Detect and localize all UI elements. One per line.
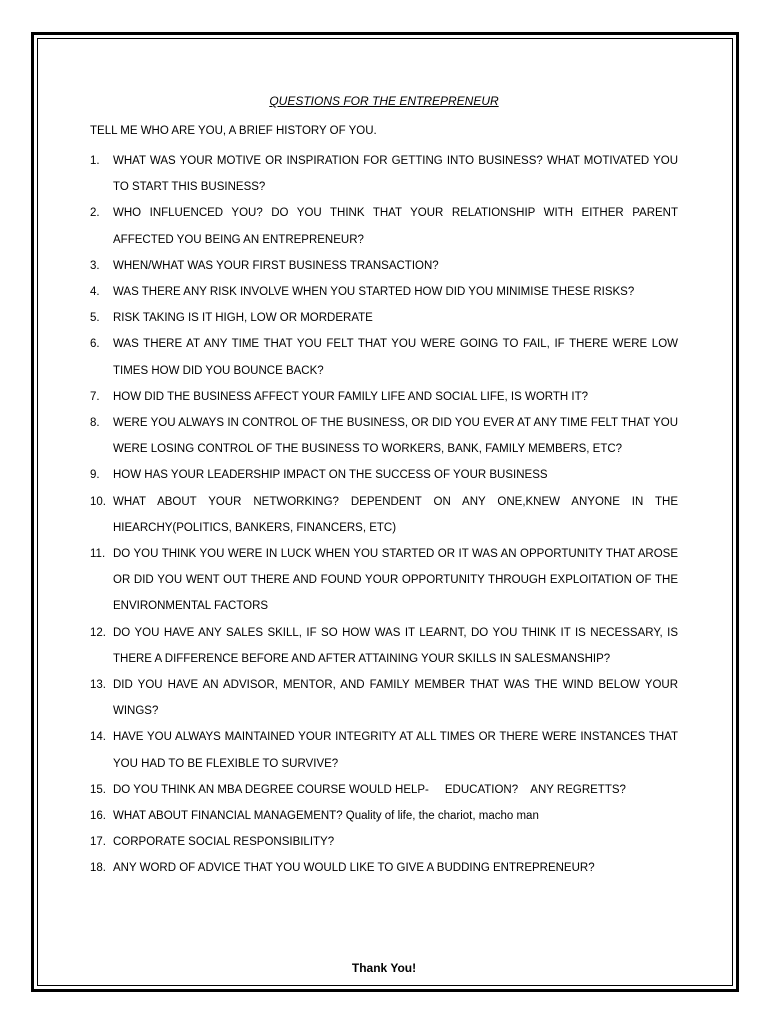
question-text: ANY WORD OF ADVICE THAT YOU WOULD LIKE TO GIVE A BUDDING ENTREPRENEUR? — [113, 862, 595, 875]
question-item — [90, 777, 678, 803]
question-item — [90, 462, 678, 488]
question-item — [90, 489, 678, 541]
question-number: 14. — [90, 731, 106, 744]
question-text: WHAT WAS YOUR MOTIVE OR INSPIRATION FOR GETTING INTO BUSINESS? WHAT MOTIVATED YOU TO START THIS BUSINESS? — [113, 155, 678, 194]
question-text: DO YOU THINK AN MBA DEGREE COURSE WOULD HELP- EDUCATION? ANY REGRETTS? — [113, 783, 626, 796]
question-item — [90, 279, 678, 305]
question-item — [90, 384, 678, 410]
question-number: 17. — [90, 836, 106, 849]
question-item — [90, 305, 678, 331]
question-number: 5. — [90, 312, 100, 325]
question-number: 2. — [90, 207, 100, 220]
question-number: 12. — [90, 626, 106, 639]
question-number: 9. — [90, 469, 100, 482]
question-number: 10. — [90, 495, 106, 508]
question-text: DO YOU THINK YOU WERE IN LUCK WHEN YOU STARTED OR IT WAS AN OPPORTUNITY THAT AROSE OR DID YOU WENT OUT THERE AND FOUND YOUR OPPORTUNITY THROUGH EXPLOITATION OF THE ENVIRONMENTAL FACTORS — [113, 548, 678, 613]
question-text: CORPORATE SOCIAL RESPONSIBILITY? — [113, 836, 335, 849]
question-text: WERE YOU ALWAYS IN CONTROL OF THE BUSINESS, OR DID YOU EVER AT ANY TIME FELT THAT YOU WERE LOSING CONTROL OF THE BUSINESS TO WORKERS, BANK, FAMILY MEMBERS, ETC? — [113, 417, 678, 456]
document-body — [90, 94, 678, 882]
question-item — [90, 829, 678, 855]
question-text: WHEN/WHAT WAS YOUR FIRST BUSINESS TRANSACTION? — [113, 259, 439, 272]
question-text: WHAT ABOUT YOUR NETWORKING? DEPENDENT ON ANY ONE,KNEW ANYONE IN THE HIEARCHY(POLITICS, BANKERS, FINANCERS, ETC) — [113, 495, 678, 534]
question-text: HAVE YOU ALWAYS MAINTAINED YOUR INTEGRITY AT ALL TIMES OR THERE WERE INSTANCES THAT YOU HAD TO BE FLEXIBLE TO SURVIVE? — [113, 731, 678, 770]
document-title: QUESTIONS FOR THE ENTREPRENEUR — [269, 94, 499, 108]
question-item — [90, 672, 678, 724]
question-text: WHAT ABOUT FINANCIAL MANAGEMENT? Quality of life, the chariot, macho man — [113, 810, 539, 823]
question-number: 3. — [90, 259, 100, 272]
question-text: WAS THERE AT ANY TIME THAT YOU FELT THAT YOU WERE GOING TO FAIL, IF THERE WERE LOW TIMES HOW DID YOU BOUNCE BACK? — [113, 338, 678, 377]
question-item — [90, 331, 678, 383]
question-item — [90, 620, 678, 672]
question-item — [90, 410, 678, 462]
question-text: HOW DID THE BUSINESS AFFECT YOUR FAMILY LIFE AND SOCIAL LIFE, IS WORTH IT? — [113, 390, 589, 403]
closing-text: Thank You! — [351, 961, 417, 975]
question-item — [90, 200, 678, 252]
question-item — [90, 803, 678, 829]
question-text: HOW HAS YOUR LEADERSHIP IMPACT ON THE SUCCESS OF YOUR BUSINESS — [113, 469, 548, 482]
question-number: 7. — [90, 390, 100, 403]
question-number: 13. — [90, 679, 106, 692]
question-text: WHO INFLUENCED YOU? DO YOU THINK THAT YOUR RELATIONSHIP WITH EITHER PARENT AFFECTED YOU BEING AN ENTREPRENEUR? — [113, 207, 678, 246]
question-text: DID YOU HAVE AN ADVISOR, MENTOR, AND FAMILY MEMBER THAT WAS THE WIND BELOW YOUR WINGS? — [113, 679, 678, 718]
question-number: 1. — [90, 155, 100, 167]
question-number: 15. — [90, 783, 106, 796]
question-number: 6. — [90, 338, 100, 351]
question-number: 18. — [90, 862, 106, 875]
question-list — [90, 148, 678, 882]
question-number: 16. — [90, 810, 106, 823]
question-item — [90, 541, 678, 620]
question-text: RISK TAKING IS IT HIGH, LOW OR MORDERATE — [113, 312, 373, 325]
question-item — [90, 724, 678, 776]
question-item — [90, 253, 678, 279]
question-number: 4. — [90, 286, 100, 299]
intro-line: TELL ME WHO ARE YOU, A BRIEF HISTORY OF YOU. — [90, 125, 377, 137]
question-item — [90, 148, 678, 200]
question-item — [90, 855, 678, 881]
question-number: 11. — [90, 548, 106, 561]
question-text: WAS THERE ANY RISK INVOLVE WHEN YOU STARTED HOW DID YOU MINIMISE THESE RISKS? — [113, 286, 635, 299]
question-number: 8. — [90, 417, 100, 430]
question-text: DO YOU HAVE ANY SALES SKILL, IF SO HOW WAS IT LEARNT, DO YOU THINK IT IS NECESSARY, IS THERE A DIFFERENCE BEFORE AND AFTER ATTAINING YOUR SKILLS IN SALESMANSHIP? — [113, 626, 678, 665]
